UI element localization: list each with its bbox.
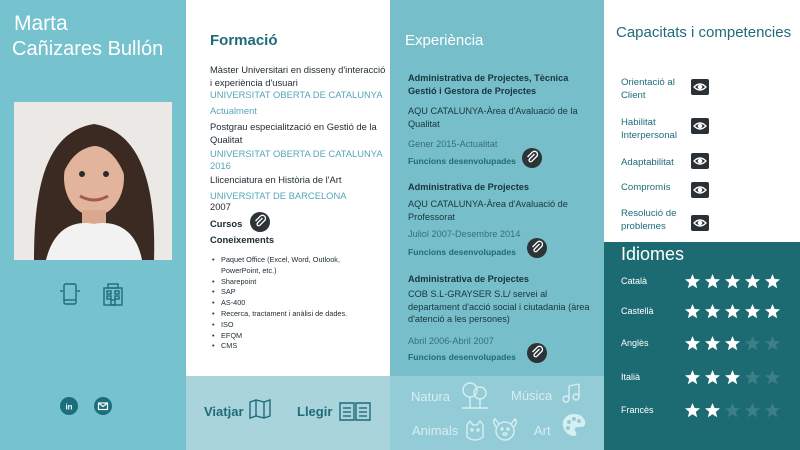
education-institution: UNIVERSITAT OBERTA DE CATALUNYA (210, 148, 383, 159)
job-role: Administrativa de Projectes (408, 182, 530, 192)
language-rating (684, 303, 781, 319)
star-empty-icon (744, 402, 761, 418)
star-filled-icon (724, 335, 741, 351)
cat-icon (463, 419, 487, 448)
star-filled-icon (704, 273, 721, 289)
eye-icon[interactable] (691, 118, 709, 134)
capability-item: Compromís (621, 182, 671, 193)
languages-title: Idiomes (621, 244, 685, 264)
star-filled-icon (684, 273, 701, 289)
courses-attachment-button[interactable] (250, 212, 270, 232)
language-name: Català (621, 276, 648, 286)
job-period: Gener 2015-Actualitat (408, 139, 498, 149)
dog-icon (490, 417, 520, 448)
language-name: Anglès (621, 338, 649, 348)
skill-item: • ISO (212, 320, 352, 331)
knowledge-label: Coneixements (210, 234, 275, 245)
job-role: Administrativa de Projectes, Tècnica Gestió i Gestora de Projectes (408, 73, 569, 96)
mobile-device-icon (58, 282, 82, 311)
star-empty-icon (764, 335, 781, 351)
svg-text:in: in (65, 402, 73, 412)
star-filled-icon (764, 273, 781, 289)
star-filled-icon (744, 273, 761, 289)
job-attachment-button[interactable] (527, 343, 547, 363)
education-degree: Màster Universitari en disseny d'interacció i experiència d'usuari (210, 64, 386, 88)
eye-icon[interactable] (691, 215, 709, 231)
eye-icon[interactable] (691, 79, 709, 95)
capability-item: Adaptabilitat (621, 157, 674, 168)
hobby-reading: Llegir (297, 404, 333, 419)
skill-item: • Sharepoint (212, 277, 352, 288)
skill-item: • SAP (212, 287, 352, 298)
star-filled-icon (744, 303, 761, 319)
job-functions-link[interactable]: Funcions desenvolupades (408, 247, 516, 257)
palette-icon (561, 412, 587, 443)
job-functions-link[interactable]: Funcions desenvolupades (408, 352, 516, 362)
eye-icon[interactable] (691, 153, 709, 169)
job-company: COB S.L-GRAYSER S.L/ servei al departament d'acció social i ciutadania (àrea d'atenció a les persones) (408, 289, 590, 324)
star-empty-icon (764, 402, 781, 418)
language-rating (684, 369, 781, 385)
capabilities-title: Capacitats i competencies (616, 24, 792, 41)
star-filled-icon (724, 369, 741, 385)
job-functions-link[interactable]: Funcions desenvolupades (408, 156, 516, 166)
star-filled-icon (724, 273, 741, 289)
star-filled-icon (724, 303, 741, 319)
linkedin-icon[interactable] (60, 397, 78, 415)
skill-item: • Recerca, tractament i anàlisi de dades. (212, 309, 352, 320)
building-icon (102, 282, 124, 311)
capability-item: Orientació al Client (621, 77, 675, 101)
courses-label: Cursos (210, 218, 243, 229)
star-filled-icon (704, 303, 721, 319)
job-company: AQU CATALUNYA-Àrea d'Avaluació de la Qualitat (408, 106, 578, 129)
last-name: Cañizares Bullón (12, 38, 164, 60)
star-empty-icon (744, 369, 761, 385)
skills-list (212, 255, 352, 352)
star-empty-icon (764, 369, 781, 385)
interest-art: Art (534, 423, 551, 438)
star-filled-icon (704, 369, 721, 385)
job-period: Abril 2006-Abril 2007 (408, 336, 494, 346)
language-rating (684, 402, 781, 418)
star-filled-icon (684, 402, 701, 418)
star-filled-icon (704, 335, 721, 351)
education-date: 2007 (210, 201, 231, 212)
star-empty-icon (744, 335, 761, 351)
skill-item: • Paquet Office (Excel, Word, Outlook, PowerPoint, etc.) (212, 255, 352, 277)
language-name: Francès (621, 405, 654, 415)
experience-title: Experiència (405, 32, 484, 49)
star-filled-icon (684, 335, 701, 351)
music-note-icon (560, 382, 582, 409)
eye-icon[interactable] (691, 182, 709, 198)
star-filled-icon (764, 303, 781, 319)
language-name: Italià (621, 372, 641, 382)
job-company: AQU CATALUNYA-Àrea d'Avaluació de Professorat (408, 199, 568, 222)
email-icon[interactable] (94, 397, 112, 415)
education-date: Actualment (210, 105, 257, 116)
education-degree: Postgrau especialització en Gestió de la Qualitat (210, 121, 377, 145)
profile-photo (14, 102, 172, 260)
skill-item: • CMS (212, 341, 352, 352)
capability-item: Resolució de problemes (621, 208, 677, 232)
hobby-travel: Viatjar (204, 404, 244, 419)
star-filled-icon (684, 369, 701, 385)
education-institution: UNIVERSITAT DE BARCELONA (210, 190, 347, 201)
tree-icon (458, 380, 490, 415)
language-name: Castellà (621, 306, 654, 316)
language-rating (684, 335, 781, 351)
job-attachment-button[interactable] (522, 148, 542, 168)
education-degree: Llicenciatura en Història de l'Art (210, 174, 342, 185)
skill-item: • AS-400 (212, 298, 352, 309)
star-empty-icon (724, 402, 741, 418)
interest-nature: Natura (411, 389, 451, 404)
language-rating (684, 273, 781, 289)
book-icon (338, 400, 372, 427)
star-filled-icon (684, 303, 701, 319)
capability-item: Habilitat Interpersonal (621, 117, 677, 141)
map-icon (248, 398, 272, 425)
education-date: 2016 (210, 160, 231, 171)
interest-music: Música (511, 388, 553, 403)
job-period: Juliol 2007-Desembre 2014 (408, 229, 521, 239)
star-filled-icon (704, 402, 721, 418)
skill-item: • EFQM (212, 331, 352, 342)
job-role: Administrativa de Projectes (408, 274, 530, 284)
education-institution: UNIVERSITAT OBERTA DE CATALUNYA (210, 89, 383, 100)
job-attachment-button[interactable] (527, 238, 547, 258)
interest-animals: Animals (412, 423, 459, 438)
education-title: Formació (210, 32, 278, 49)
first-name: Marta (14, 12, 68, 35)
